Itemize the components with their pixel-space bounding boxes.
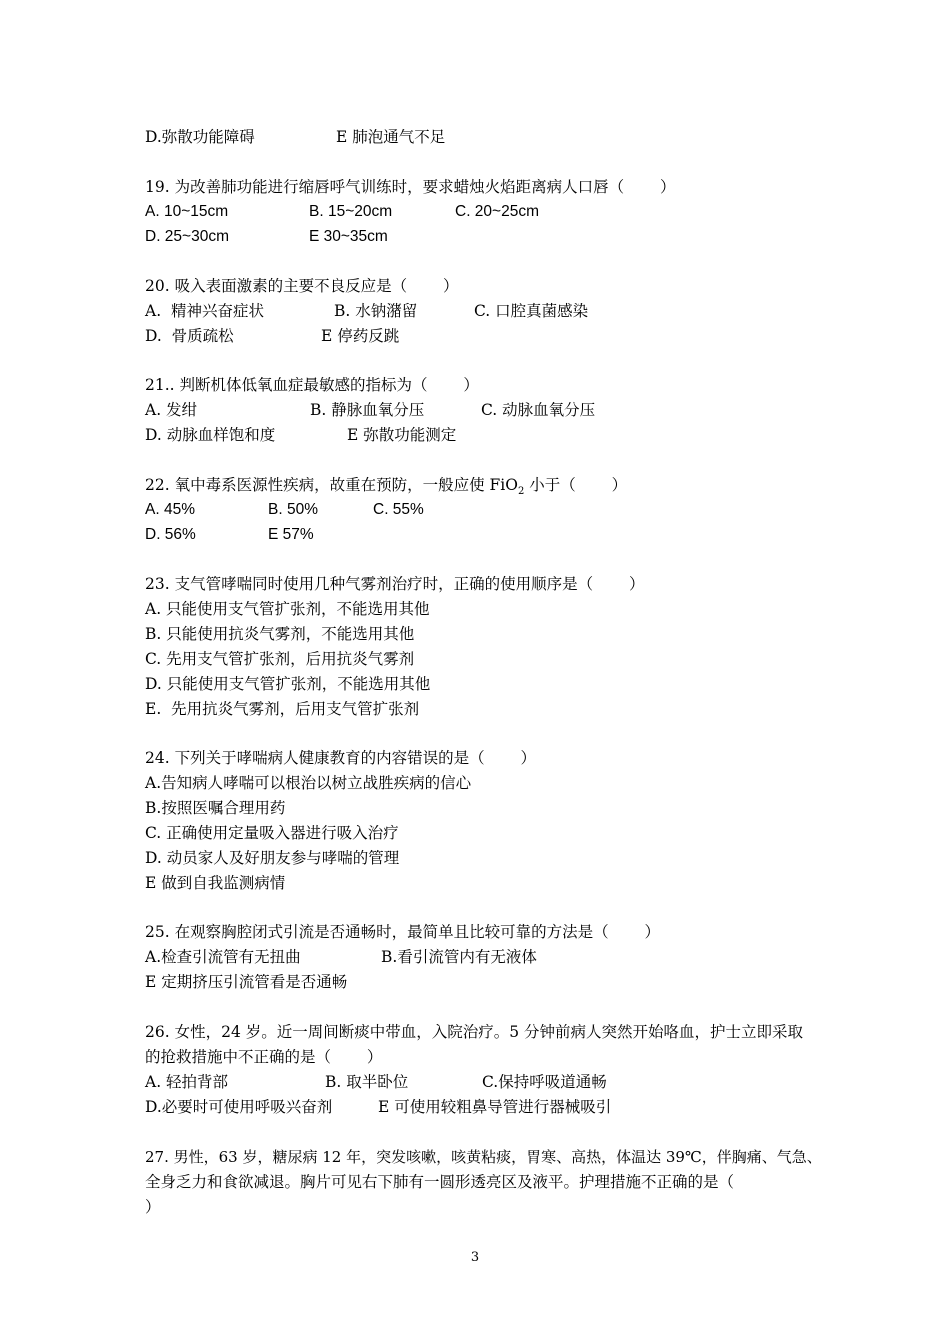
q18-option-e: E 肺泡通气不足 [336,128,446,146]
q24-option: B.按照医嘱合理用药 [145,799,286,817]
q22-option-d: D. 56% [145,526,196,543]
q18-option-d: D.弥散功能障碍 [145,128,255,146]
q22-option-a: A. 45% [145,501,195,518]
q22-stem-subscript: 2 [517,486,525,498]
q20-option-c: C. 口腔真菌感染 [474,302,589,320]
q22-option-e: E 57% [268,526,314,543]
q22-option-c: C. 55% [373,501,424,518]
q21-option-a: A. 发绀 [145,401,198,419]
q19-stem: 19. 为改善肺功能进行缩唇呼气训练时，要求蜡烛火焰距离病人口唇（ ） [145,178,676,196]
page-number: 3 [470,1250,480,1265]
q22-stem-text: 22. 氧中毒系医源性疾病，故重在预防，一般应使 FiO [145,476,518,494]
q23-option: C. 先用支气管扩张剂，后用抗炎气雾剂 [145,650,415,668]
q24-option: D. 动员家人及好朋友参与哮喘的管理 [145,849,400,867]
q24-option: A.告知病人哮喘可以根治以树立战胜疾病的信心 [145,774,472,792]
q26-option-a: A. 轻拍背部 [145,1073,229,1091]
q19-option-e: E 30~35cm [309,228,388,245]
q19-option-d: D. 25~30cm [145,228,230,245]
q24-stem: 24. 下列关于哮喘病人健康教育的内容错误的是（ ） [145,749,537,767]
q24-option: E 做到自我监测病情 [145,874,286,892]
q22-option-b: B. 50% [268,501,318,518]
q26-stem-line-2: 的抢救措施中不正确的是（ ） [145,1048,383,1066]
q26-option-b: B. 取半卧位 [325,1073,409,1091]
q25-stem: 25. 在观察胸腔闭式引流是否通畅时，最简单且比较可靠的方法是（ ） [145,923,661,941]
q23-option: D. 只能使用支气管扩张剂，不能选用其他 [145,675,431,693]
q19-option-b: B. 15~20cm [309,203,393,220]
q27-stem-line-3: ） [145,1198,161,1216]
q20-option-b: B. 水钠潴留 [334,302,418,320]
q21-option-c: C. 动脉血氧分压 [481,401,596,419]
q19-option-c: C. 20~25cm [455,203,540,220]
q21-option-d: D. 动脉血样饱和度 [145,426,276,444]
q25-option-a: A.检查引流管有无扭曲 [145,948,301,966]
q27-stem-line-2: 全身乏力和食欲减退。胸片可见右下肺有一圆形透亮区及液平。护理措施不正确的是（ [145,1173,735,1191]
q20-stem: 20. 吸入表面激素的主要不良反应是（ ） [145,277,459,295]
q23-stem: 23. 支气管哮喘同时使用几种气雾剂治疗时，正确的使用顺序是（ ） [145,575,645,593]
q22-stem-tail: 小于（ ） [524,476,628,494]
q21-option-b: B. 静脉血氧分压 [310,401,425,419]
q27-stem-line-1: 27. 男性，63 岁，糖尿病 12 年，突发咳嗽，咳黄粘痰，胃寒、高热，体温达 39℃，伴胸痛、气急、 [145,1148,822,1166]
q25-option-b: B.看引流管内有无液体 [381,948,537,966]
q20-option-e: E 停药反跳 [321,327,400,345]
q23-option: B. 只能使用抗炎气雾剂，不能选用其他 [145,625,415,643]
q26-option-e: E 可使用较粗鼻导管进行器械吸引 [378,1098,612,1116]
q26-option-c: C.保持呼吸道通畅 [482,1073,607,1091]
q19-option-a: A. 10~15cm [145,203,229,220]
q21-stem: 21.. 判断机体低氧血症最敏感的指标为（ ） [145,376,479,394]
q20-option-a: A. 精神兴奋症状 [145,302,264,320]
q23-option: A. 只能使用支气管扩张剂，不能选用其他 [145,600,430,618]
q22-stem [145,475,627,502]
q25-option-e: E 定期挤压引流管看是否通畅 [145,973,348,991]
q23-option: E. 先用抗炎气雾剂，后用支气管扩张剂 [145,700,420,718]
q21-option-e: E 弥散功能测定 [347,426,457,444]
q26-stem-line-1: 26. 女性，24 岁。近一周间断痰中带血，入院治疗。5 分钟前病人突然开始咯血，护士立即采取 [145,1023,804,1041]
q26-option-d: D.必要时可使用呼吸兴奋剂 [145,1098,333,1116]
q24-option: C. 正确使用定量吸入器进行吸入治疗 [145,824,399,842]
q20-option-d: D. 骨质疏松 [145,327,234,345]
